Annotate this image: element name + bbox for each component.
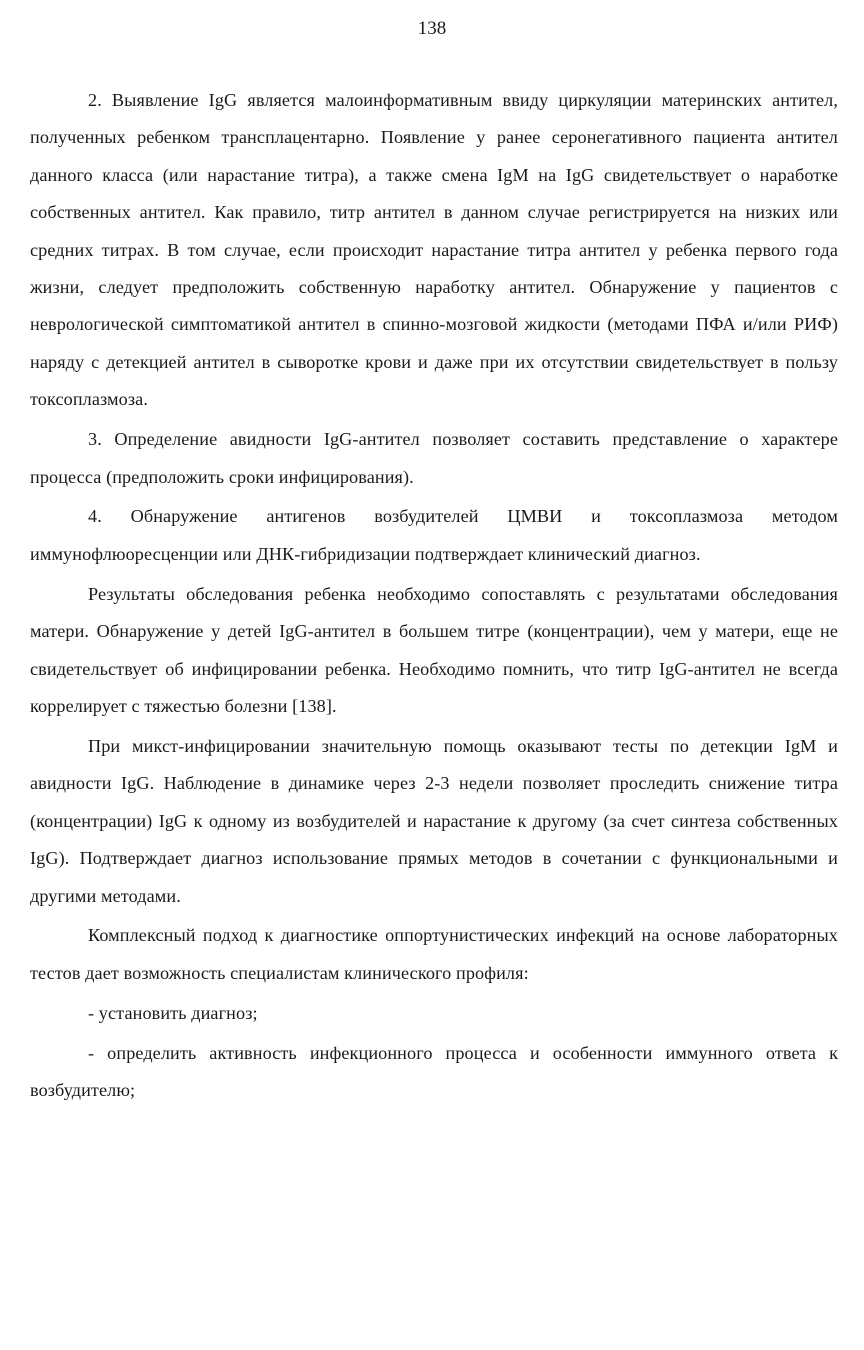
page-number: 138 (417, 18, 447, 39)
paragraph-complex-approach: Комплексный подход к диагностике оппортунистических инфекций на основе лабораторных тестов дает возможность специалистам клинического профиля: (30, 925, 838, 983)
paragraph-mother-comparison: Результаты обследования ребенка необходимо сопоставлять с результатами обследования матери. Обнаружение у детей IgG-антител в большем титре (концентрации), чем у матери, еще не свидетельствует об инфицировании ребенка. Необходимо помнить, что титр IgG-антител не всегда коррелирует с тяжестью болезни [138]. (30, 583, 838, 716)
paragraph-mixed-infection: При микст-инфицировании значительную помощь оказывают тесты по детекции IgM и авидности IgG. Наблюдение в динамике через 2-3 недели позволяет проследить снижение титра (концентрации) IgG к одному из возбудителей и нарастание к другому (за счет синтеза собственных IgG). Подтверждает диагноз использование прямых методов в сочетании с функциональными и другими методами. (30, 735, 838, 906)
list-item-diagnosis: - установить диагноз; (88, 1002, 258, 1023)
list-item-activity: - определить активность инфекционного процесса и особенности иммунного ответа к возбудителю; (30, 1042, 838, 1101)
paragraph-avidity: 3. Определение авидности IgG-антител позволяет составить представление о характере процесса (предположить сроки инфицирования). (30, 429, 838, 487)
paragraph-igg-informativeness: 2. Выявление IgG является малоинформативным ввиду циркуляции материнских антител, полученных ребенком трансплацентарно. Появление у ранее серонегативного пациента антител данного класса (или нарастание титра), а также смена IgM на IgG свидетельствует о наработке собственных антител. Как правило, титр антител в данном случае регистрируется на низких или средних титрах. В том случае, если происходит нарастание титра антител у ребенка первого года жизни, следует предположить собственную наработку антител. Обнаружение у пациентов с неврологической симптоматикой антител в спинно-мозговой жидкости (методами ПФА и/или РИФ) наряду с детекцией антител в сыворотке крови и даже при их отсутствии свидетельствует в пользу токсоплазмоза. (30, 90, 838, 410)
paragraph-antigen-detection: 4. Обнаружение антигенов возбудителей ЦМВИ и токсоплазмоза методом иммунофлюоресценции или ДНК-гибридизации подтверждает клинический диагноз. (30, 506, 838, 564)
document-body (30, 82, 838, 1112)
